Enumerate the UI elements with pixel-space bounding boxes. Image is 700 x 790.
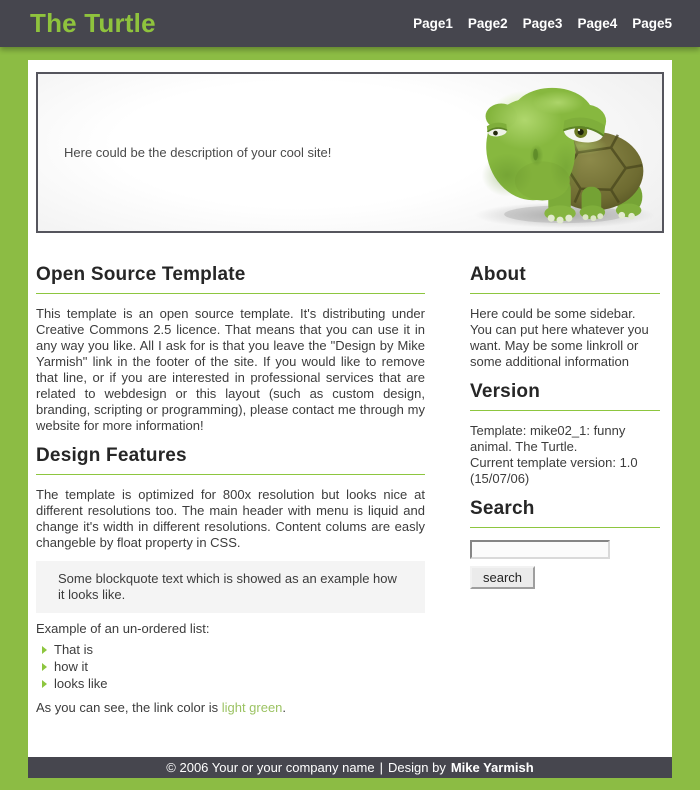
footer-bar xyxy=(28,757,672,778)
nav-page2[interactable]: Page2 xyxy=(467,16,508,31)
about-text: Here could be some sidebar. You can put here whatever you want. May be some linkroll or some additional information xyxy=(470,306,649,369)
heading-about: About xyxy=(470,263,660,294)
list-item-label: looks like xyxy=(54,676,108,691)
heading-version: Version xyxy=(470,380,660,411)
main-column xyxy=(36,263,425,716)
link-line-prefix: As you can see, the link color is xyxy=(36,700,222,715)
search-button[interactable]: search xyxy=(470,566,535,589)
designer-link[interactable]: Mike Yarmish xyxy=(450,760,534,775)
bullet-triangle-icon xyxy=(42,680,47,688)
list-item xyxy=(42,675,425,692)
copyright-text: © 2006 Your or your company name xyxy=(166,760,375,775)
column-gap xyxy=(425,263,470,716)
footer-separator: | xyxy=(379,760,384,775)
content-area xyxy=(28,60,672,757)
site-banner xyxy=(36,72,664,233)
heading-design-features: Design Features xyxy=(36,444,425,475)
list-item xyxy=(42,658,425,675)
list-item-label: how it xyxy=(54,659,88,674)
search-input[interactable] xyxy=(470,540,610,559)
header-bar xyxy=(0,0,700,47)
sidebar-section-about xyxy=(470,263,660,370)
sidebar xyxy=(470,263,660,716)
link-line-suffix: . xyxy=(282,700,287,715)
heading-search: Search xyxy=(470,497,660,528)
heading-open-source-template: Open Source Template xyxy=(36,263,425,294)
columns xyxy=(28,233,672,716)
bullet-triangle-icon xyxy=(42,646,47,654)
list-intro: Example of an un-ordered list: xyxy=(36,621,210,636)
nav-page1[interactable]: Page1 xyxy=(413,16,453,31)
unordered-list xyxy=(42,641,425,692)
turtle-illustration xyxy=(464,77,660,229)
nav-page5[interactable]: Page5 xyxy=(632,16,672,31)
nav-page3[interactable]: Page3 xyxy=(522,16,563,31)
turtle-image xyxy=(464,77,660,229)
link-color-line xyxy=(36,700,425,716)
design-features-paragraph: The template is optimized for 800x resolution but looks nice at different resolutions too. The main header with menu is liquid and change it's width in different resolutions. Content colums are easly changeble by float property in CSS. xyxy=(36,487,425,550)
list-item xyxy=(42,641,425,658)
bullet-triangle-icon xyxy=(42,663,47,671)
sidebar-section-search xyxy=(470,497,660,589)
light-green-link[interactable]: light green xyxy=(221,700,283,715)
site-title: The Turtle xyxy=(30,8,156,38)
site-description: Here could be the description of your cool site! xyxy=(64,145,332,160)
blockquote: Some blockquote text which is showed as an example how it looks like. xyxy=(36,561,425,613)
list-item-label: That is xyxy=(54,642,94,657)
open-source-paragraph: This template is an open source template. It's distributing under Creative Commons 2.5 licence. That means that you can use it in any way you like. All I ask for is that you leave the "Design by Mike Yarmish" link in the footer of the site. If you would like to remove that line, or if you are interested in professional services that are related to webdesign or this layout (such as custom design, branding, scripting or programming), please contact me through my website for more information! xyxy=(36,306,425,433)
sidebar-section-version xyxy=(470,380,660,487)
main-nav xyxy=(413,16,672,31)
version-line1: Template: mike02_1: funny animal. The Turtle. xyxy=(470,423,626,454)
version-line2: Current template version: 1.0 (15/07/06) xyxy=(470,455,638,486)
version-text xyxy=(470,423,660,487)
nav-page4[interactable]: Page4 xyxy=(577,16,618,31)
design-by-text: Design by xyxy=(388,760,446,775)
